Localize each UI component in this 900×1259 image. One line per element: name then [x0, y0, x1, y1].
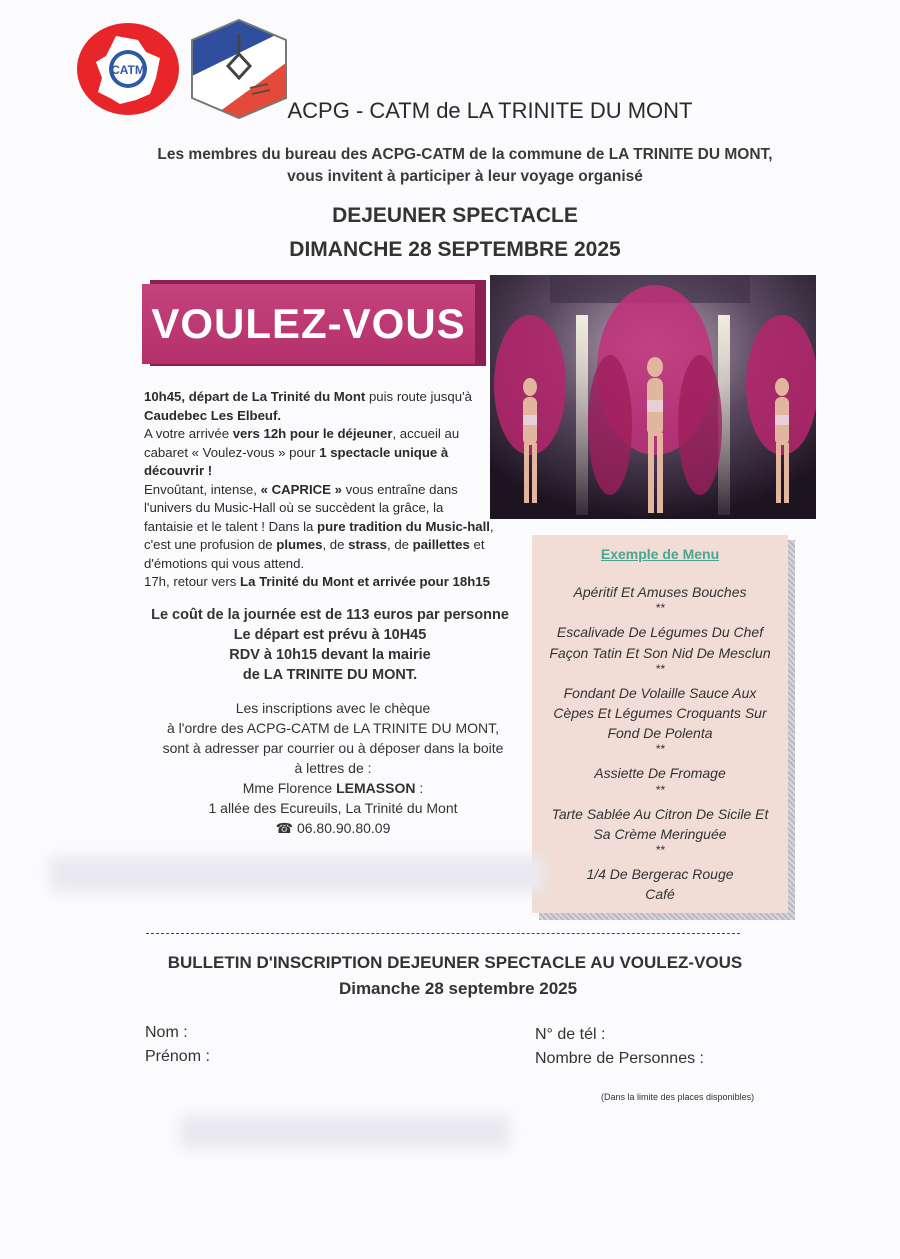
program-p3-bold4: strass: [348, 537, 387, 552]
contact-block: [140, 698, 526, 838]
menu-title: Exemple de Menu: [600, 546, 720, 562]
atm-logo: [76, 22, 180, 116]
program-p1-bold: 10h45, départ de La Trinité du Mont: [144, 389, 366, 404]
contact-phone: [140, 818, 526, 838]
menu-item-line: Façon Tatin Et Son Nid De Mesclun: [549, 644, 771, 661]
menu-item-line: Sa Crème Meringuée: [593, 825, 727, 842]
svg-text:CATM: CATM: [111, 63, 145, 77]
redacted-area: [180, 1115, 510, 1149]
field-prenom-label: Prénom :: [145, 1048, 210, 1065]
redacted-area: [50, 856, 545, 892]
contact-line-2: à l'ordre des ACPG-CATM de LA TRINITE DU MONT,: [166, 720, 499, 736]
event-type: DEJEUNER SPECTACLE: [332, 204, 578, 227]
contact-name-suffix: :: [415, 780, 424, 796]
program-p4-bold: La Trinité du Mont et arrivée pour 18h15: [240, 574, 490, 589]
menu-item-line: Tarte Sablée Au Citron De Sicile Et: [551, 805, 769, 822]
menu-separator: **: [655, 843, 665, 858]
field-nb-personnes-label: Nombre de Personnes :: [535, 1050, 704, 1067]
contact-name-prefix: Mme Florence: [242, 780, 337, 796]
program-p2-text2: , accueil au cabaret « Voulez-vous » pour: [144, 426, 460, 460]
program-description: [144, 388, 494, 592]
contact-line-1: Les inscriptions avec le chèque: [235, 700, 431, 716]
program-p1-bold2: Caudebec Les Elbeuf.: [144, 407, 282, 423]
program-p2-bold2: 1 spectacle unique à découvrir !: [144, 444, 449, 478]
program-p3-text3: , c'est une profusion de: [144, 518, 494, 552]
menu-item-line: Café: [645, 886, 675, 903]
phone-icon: ☎: [275, 820, 294, 836]
contact-line-4: à lettres de :: [294, 760, 372, 776]
contact-line-3: sont à adresser par courrier ou à déposer dans la boite: [162, 740, 504, 756]
cost-block: [140, 605, 520, 685]
contact-name: [140, 778, 526, 798]
event-date: DIMANCHE 28 SEPTEMBRE 2025: [289, 238, 621, 261]
form-date: Dimanche 28 septembre 2025: [338, 979, 578, 998]
contact-address: 1 allée des Ecureuils, La Trinité du Mont: [208, 800, 458, 816]
field-nom-label: Nom :: [145, 1024, 188, 1041]
menu-item-line: Cèpes Et Légumes Croquants Sur: [553, 705, 767, 722]
phone-number: 06.80.90.80.09: [296, 820, 391, 836]
form-title: BULLETIN D'INSCRIPTION DEJEUNER SPECTACLE AU VOULEZ-VOUS: [167, 953, 743, 972]
program-p3-text: Envoûtant, intense,: [144, 481, 261, 497]
menu-item-line: Escalivade De Légumes Du Chef: [556, 624, 764, 641]
cost-line-2: Le départ est prévu à 10H45: [233, 627, 427, 643]
intro-line-2: vous invitent à participer à leur voyage organisé: [287, 168, 643, 185]
menu-separator: **: [655, 742, 665, 757]
cost-line-4: de LA TRINITE DU MONT.: [242, 667, 418, 683]
menu-item-line: Fondant De Volaille Sauce Aux: [563, 684, 757, 701]
menu-separator: **: [655, 601, 665, 616]
program-p1-text: puis route jusqu'à: [365, 389, 472, 404]
menu-items: [532, 582, 788, 904]
program-p3-text6: et d'émotions qui vous attend.: [144, 537, 485, 571]
program-p2-bold: vers 12h pour le déjeuner: [232, 426, 393, 441]
cabaret-photo: [490, 275, 816, 519]
menu-separator: **: [655, 661, 665, 676]
menu-item-line: 1/4 De Bergerac Rouge: [586, 866, 734, 883]
venue-banner: VOULEZ-VOUS: [142, 284, 475, 364]
menu-separator: **: [655, 782, 665, 797]
places-note: (Dans la limite des places disponibles): [601, 1092, 755, 1102]
menu-item-line: Fond De Polenta: [607, 725, 713, 742]
program-p3-text4: , de: [322, 537, 349, 552]
program-p4-text: 17h, retour vers: [144, 574, 241, 589]
intro-line-1: Les membres du bureau des ACPG-CATM de la commune de LA TRINITE DU MONT,: [157, 146, 773, 163]
menu-item-line: Assiette De Fromage: [594, 765, 726, 782]
menu-box: [532, 535, 788, 913]
cost-line-3: RDV à 10h15 devant la mairie: [229, 647, 431, 663]
program-p3-bold5: paillettes: [412, 537, 470, 552]
program-p3-text2: vous entraîne dans l'univers du Music-Hall où se succèdent la grâce, la fantaisie et le talent ! Dans la: [144, 481, 458, 534]
cut-line: [146, 933, 740, 934]
menu-item-line: Apéritif Et Amuses Bouches: [573, 584, 747, 601]
contact-name-bold: LEMASSON: [336, 780, 416, 796]
org-title: ACPG - CATM de LA TRINITE DU MONT: [287, 98, 693, 123]
program-p3-text5: , de: [387, 537, 413, 552]
program-p3-bold: « CAPRICE »: [260, 481, 342, 497]
program-p3-bold2: pure tradition du Music-hall: [317, 518, 490, 534]
field-tel-label: N° de tél :: [535, 1026, 606, 1043]
cost-line-1: Le coût de la journée est de 113 euros par personne: [151, 607, 509, 623]
program-p2-text: A votre arrivée: [144, 426, 233, 441]
program-p3-bold3: plumes: [276, 537, 323, 552]
